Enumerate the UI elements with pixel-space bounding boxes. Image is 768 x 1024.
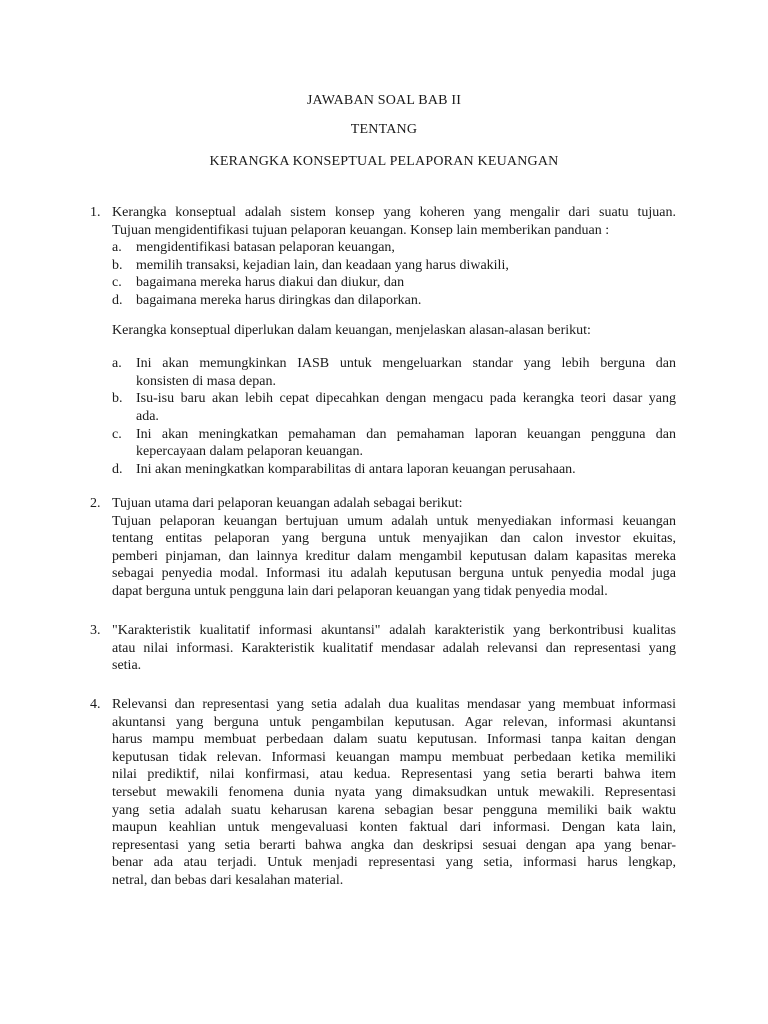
list-item [112,257,676,275]
paragraph-line: benar ada atau terjadi. Untuk menjadi representasi yang setia, informasi harus lengkap, [112,855,676,871]
reasons-list [112,355,676,478]
paragraph-line: harus mampu membuat perbedaan dalam suatu keputusan. Informasi tanpa kaitan dengan [112,732,676,748]
doc-title: JAWABAN SOAL BAB II [306,93,462,108]
paragraph-line: Isu-isu baru akan lebih cepat dipecahkan dengan mengacu pada kerangka teori dasar yang [136,391,676,407]
paragraph-line: tersebut mewakili fenomena dunia nyata yang dimaksudkan untuk mewakili. Representasi [112,784,676,800]
list-item [112,292,676,310]
list-letter: d. [112,461,123,477]
list-item [112,239,676,257]
paragraph-line: atau nilai informasi. Karakteristik kualitatif mendasar adalah relevansi dan representasi yang [112,640,676,656]
list-letter: a. [112,356,122,372]
paragraph-line: setia. [112,658,142,674]
doc-subtitle: TENTANG [350,122,418,137]
paragraph-line: memilih transaksi, kejadian lain, dan keadaan yang harus diwakili, [136,257,509,273]
paragraph-line: netral, dan bebas dari kesalahan material. [112,872,344,888]
paragraph-line: yang setia adalah suatu keharusan karena sebagian besar pengguna memiliki baik waktu [112,802,676,818]
list-letter: b. [112,391,123,407]
paragraph-line: Kerangka konseptual adalah sistem konsep yang koheren yang mengalir dari suatu tujuan. [112,205,676,220]
answer-3 [112,622,676,675]
item-number: 1. [90,205,101,220]
list-letter: a. [112,240,122,256]
paragraph-line: "Karakteristik kualitatif informasi akuntansi" adalah karakteristik yang berkontribusi kualitas [112,623,676,638]
guidance-list [112,239,676,309]
paragraph-line: kepercayaan dalam pelaporan keuangan. [136,444,363,460]
paragraph-line: Ini akan memungkinkan IASB untuk mengeluarkan standar yang lebih berguna dan [136,356,676,372]
item-number: 3. [90,623,101,638]
paragraph-line: akuntansi yang berguna untuk pengambilan keputusan. Agar relevan, informasi akuntansi [112,714,676,730]
paragraph-line: tentang entitas pelaporan yang berguna untuk menyajikan dan calon investor ekuitas, [112,531,676,547]
item-number: 2. [90,496,101,511]
list-item [112,390,676,425]
paragraph-line: ada. [136,408,159,424]
list-letter: b. [112,257,123,273]
answer-2 [112,495,676,601]
paragraph-line: pemberi pinjaman, dan lainnya kreditur dalam mengambil keputusan dalam kapasitas mereka [112,548,676,564]
list-item [112,355,676,390]
paragraph-line: Ini akan meningkatkan pemahaman dan pemahaman laporan keuangan pengguna dan [136,426,676,442]
paragraph-line: Ini akan meningkatkan komparabilitas di antara laporan keuangan perusahaan. [136,461,576,477]
item-number: 4. [90,697,101,712]
answer-1 [112,204,676,478]
paragraph-line: sebagai penyedia modal. Informasi itu adalah keputusan berguna untuk penyedia modal juga [112,566,676,582]
list-letter: d. [112,292,123,308]
paragraph-line: bagaimana mereka harus diringkas dan dilaporkan. [136,292,422,308]
paragraph-line: Tujuan utama dari pelaporan keuangan adalah sebagai berikut: [112,496,463,511]
paragraph-line: keputusan tidak relevan. Informasi keuangan mampu membuat perbedaan ketika memiliki [112,749,676,765]
paragraph-line: maupun keahlian untuk mengevaluasi konten faktual dari informasi. Dengan kata lain, [112,820,676,836]
paragraph-line: representasi yang setia berarti bahwa angka dan deskripsi sesuai dengan apa yang benar- [112,837,676,853]
list-item [112,461,676,479]
list-letter: c. [112,426,122,442]
paragraph-line: Kerangka konseptual diperlukan dalam keuangan, menjelaskan alasan-alasan berikut: [112,322,591,338]
paragraph-line: mengidentifikasi batasan pelaporan keuangan, [136,240,395,256]
paragraph-line: konsisten di masa depan. [136,373,276,389]
paragraph-line: Relevansi dan representasi yang setia adalah dua kualitas mendasar yang membuat informasi [112,697,676,712]
answer-4 [112,696,676,890]
paragraph-line: Tujuan pelaporan keuangan bertujuan umum adalah untuk menyediakan informasi keuangan [112,513,676,529]
paragraph-line: bagaimana mereka harus diakui dan diukur, dan [136,275,405,291]
doc-heading: KERANGKA KONSEPTUAL PELAPORAN KEUANGAN [209,154,559,169]
list-letter: c. [112,275,122,291]
paragraph-line: Tujuan mengidentifikasi tujuan pelaporan keuangan. Konsep lain memberikan panduan : [112,222,610,238]
list-item [112,426,676,461]
list-item [112,274,676,292]
paragraph-line: dapat berguna untuk pengguna lain dari pelaporan keuangan yang tidak penyedia modal. [112,583,608,599]
paragraph-line: nilai prediktif, nilai konfirmasi, atau kedua. Representasi yang setia berarti bahwa item [112,767,676,783]
